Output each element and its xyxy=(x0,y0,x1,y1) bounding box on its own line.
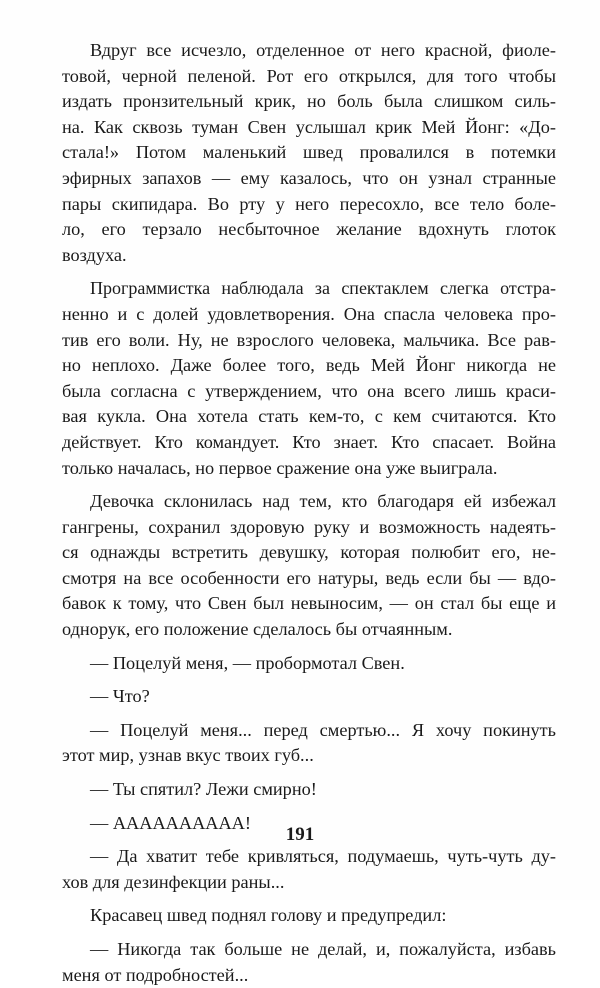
text-line: ненно и с долей удовлетворения. Она спасла человека про- xyxy=(62,303,556,324)
text-line: на. Как сквозь туман Свен услышал крик Мей Йонг: «До- xyxy=(62,116,556,137)
text-line: — Никогда так больше не делай, и, пожалуйста, избавь xyxy=(90,939,556,959)
text-line: Девочка склонилась над тем, кто благодаря ей избежал xyxy=(90,491,556,512)
text-line: однорук, его положение сделалось бы отчаянным. xyxy=(62,619,453,640)
text-line: меня от подробностей... xyxy=(62,964,249,985)
text-line: — АААААААААА! xyxy=(90,812,251,833)
text-line: товой, черной пеленой. Рот его открылся, для того чтобы xyxy=(62,65,556,86)
text-line: — Да хватит тебе кривляться, подумаешь, чуть-чуть ду- xyxy=(90,846,556,867)
text-line: Вдруг все исчезло, отделенное от него красной, фиоле- xyxy=(90,40,556,60)
text-line: воздуха. xyxy=(62,244,127,265)
text-line: была согласна с утверждением, что она всего лишь краси- xyxy=(62,380,556,401)
text-line: — Ты спятил? Лежи смирно! xyxy=(90,779,317,800)
text-line: но неплохо. Даже более того, ведь Мей Йонг никогда не xyxy=(62,355,556,376)
paragraph xyxy=(62,937,556,988)
text-line: издать пронзительный крик, но боль была слишком силь- xyxy=(62,91,556,112)
text-line: бавок к тому, что Свен был невыносим, — он стал бы еще и xyxy=(62,593,556,614)
page-number: 191 xyxy=(285,824,315,845)
paragraph xyxy=(62,718,556,769)
paragraph xyxy=(62,777,556,803)
text-line: — Поцелуй меня... перед смертью... Я хочу покинуть xyxy=(90,719,556,740)
text-line: — Что? xyxy=(90,686,150,707)
paragraph xyxy=(62,276,556,481)
text-line: тив его воли. Ну, не взрослого человека, мальчика. Все рав- xyxy=(62,329,556,350)
text-line: этот мир, узнав вкус твоих губ... xyxy=(62,745,314,766)
text-line: пары скипидара. Во рту у него пересохло, все тело боле- xyxy=(62,193,556,214)
paragraph xyxy=(62,903,556,929)
text-line: — Поцелуй меня, — пробормотал Свен. xyxy=(90,652,405,673)
text-line: стала!» Потом маленький швед провалился в потемки xyxy=(62,142,556,163)
text-line: ло, его терзало несбыточное желание вдохнуть глоток xyxy=(62,219,556,240)
text-line: вая кукла. Она хотела стать кем-то, с кем считаются. Кто xyxy=(62,406,556,427)
paragraph xyxy=(62,684,556,710)
text-line: смотря на все особенности его натуры, ведь если бы — вдо- xyxy=(62,567,556,588)
text-line: действует. Кто командует. Кто знает. Кто спасает. Война xyxy=(62,431,556,452)
text-line: Программистка наблюдала за спектаклем слегка отстра- xyxy=(90,278,556,299)
paragraph xyxy=(62,489,556,643)
text-line: гангрены, сохранил здоровую руку и возможность надеять- xyxy=(62,516,556,537)
text-line: ся однажды встретить девушку, которая полюбит его, не- xyxy=(62,542,556,563)
paragraph xyxy=(62,651,556,677)
text-line: Красавец швед поднял голову и предупредил: xyxy=(90,905,447,926)
paragraph xyxy=(62,844,556,895)
paragraph xyxy=(62,38,556,268)
text-line: только началась, но первое сражение она уже выиграла. xyxy=(62,457,498,478)
text-line: хов для дезинфекции раны... xyxy=(62,871,285,892)
text-line: эфирных запахов — ему казалось, что он узнал странные xyxy=(62,167,556,188)
